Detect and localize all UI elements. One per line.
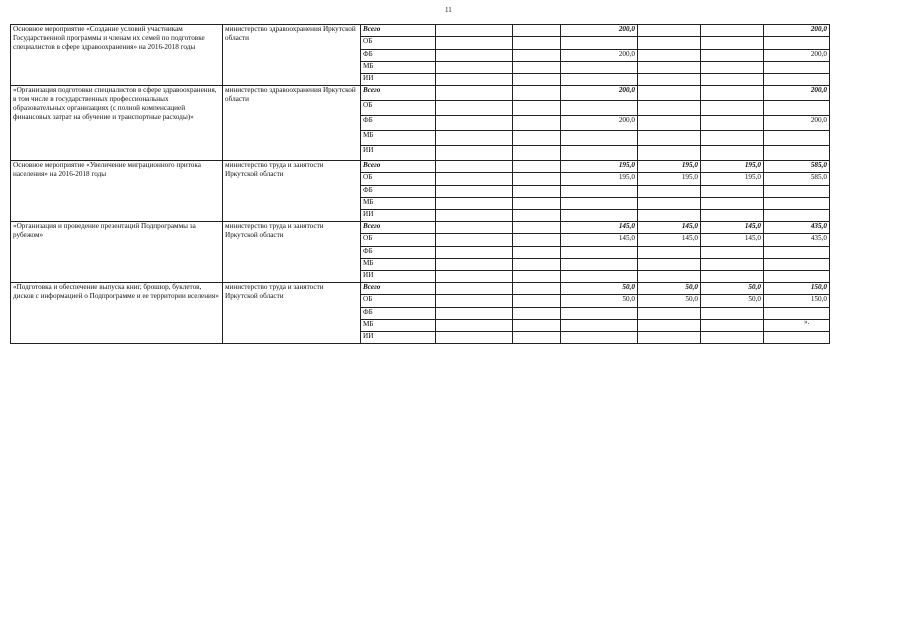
funding-source-cell: МБ (361, 320, 436, 332)
table-row (11, 25, 830, 37)
amount-cell (638, 186, 701, 198)
amount-cell (436, 198, 513, 210)
amount-cell (561, 271, 638, 283)
amount-cell (638, 308, 701, 320)
amount-cell (513, 283, 561, 295)
amount-cell: 195,0 (701, 161, 764, 173)
amount-cell (701, 259, 764, 271)
amount-cell (513, 210, 561, 222)
amount-cell (436, 25, 513, 37)
amount-cell (436, 50, 513, 62)
amount-cell (436, 146, 513, 161)
amount-cell (701, 37, 764, 50)
amount-cell (513, 247, 561, 259)
amount-cell (561, 101, 638, 116)
amount-cell (436, 222, 513, 234)
executor-cell: министерство труда и занятости Иркутской области (223, 222, 361, 283)
amount-cell (513, 25, 561, 37)
amount-cell: 145,0 (638, 234, 701, 247)
funding-source-cell: ФБ (361, 186, 436, 198)
funding-source-cell: ОБ (361, 173, 436, 186)
amount-cell (764, 259, 830, 271)
amount-cell (561, 37, 638, 50)
amount-cell: 145,0 (561, 234, 638, 247)
amount-cell (701, 198, 764, 210)
funding-source-cell: МБ (361, 198, 436, 210)
amount-cell (701, 116, 764, 131)
table-row (11, 86, 830, 101)
amount-cell (638, 101, 701, 116)
funding-source-cell: ФБ (361, 308, 436, 320)
amount-cell (436, 74, 513, 86)
funding-source-cell: ФБ (361, 247, 436, 259)
amount-cell (638, 247, 701, 259)
amount-cell (436, 247, 513, 259)
amount-cell: 435,0 (764, 234, 830, 247)
amount-cell: 145,0 (561, 222, 638, 234)
amount-cell (513, 234, 561, 247)
amount-cell: 150,0 (764, 295, 830, 308)
funding-source-cell: Всего (361, 25, 436, 37)
amount-cell (764, 247, 830, 259)
amount-cell (561, 131, 638, 146)
amount-cell (638, 198, 701, 210)
amount-cell (764, 74, 830, 86)
amount-cell: 150,0 (764, 283, 830, 295)
amount-cell (513, 259, 561, 271)
amount-cell (513, 146, 561, 161)
amount-cell (436, 295, 513, 308)
funding-source-cell: ИИ (361, 332, 436, 344)
amount-cell (513, 173, 561, 186)
amount-cell (701, 86, 764, 101)
amount-cell: 50,0 (701, 295, 764, 308)
amount-cell (764, 101, 830, 116)
amount-cell (436, 116, 513, 131)
amount-cell (764, 186, 830, 198)
amount-cell (764, 198, 830, 210)
amount-cell (638, 271, 701, 283)
amount-cell (513, 116, 561, 131)
amount-cell (513, 62, 561, 74)
funding-source-cell: ИИ (361, 74, 436, 86)
amount-cell (436, 283, 513, 295)
executor-cell: министерство труда и занятости Иркутской области (223, 283, 361, 344)
event-name-cell: «Подготовка и обеспечение выпуска книг, брошюр, буклетов, дисков с информацией о Подпрограмме и ее территории вселения» (11, 283, 223, 344)
amount-cell: 200,0 (561, 86, 638, 101)
funding-source-cell: ИИ (361, 210, 436, 222)
amount-cell (701, 186, 764, 198)
amount-cell (436, 259, 513, 271)
amount-cell (638, 146, 701, 161)
amount-cell (764, 62, 830, 74)
amount-cell: 195,0 (638, 161, 701, 173)
amount-cell (436, 210, 513, 222)
amount-cell (701, 210, 764, 222)
amount-cell (513, 308, 561, 320)
amount-cell (561, 210, 638, 222)
amount-cell (513, 222, 561, 234)
amount-cell (764, 210, 830, 222)
amount-cell (513, 131, 561, 146)
amount-cell (561, 146, 638, 161)
amount-cell (561, 186, 638, 198)
amount-cell: 200,0 (561, 25, 638, 37)
amount-cell (436, 86, 513, 101)
amount-cell (513, 37, 561, 50)
amount-cell (638, 86, 701, 101)
amount-cell (638, 320, 701, 332)
amount-cell: 200,0 (764, 25, 830, 37)
amount-cell (513, 332, 561, 344)
amount-cell: 200,0 (561, 116, 638, 131)
amount-cell (561, 198, 638, 210)
amount-cell (701, 25, 764, 37)
amount-cell (638, 259, 701, 271)
budget-table (10, 24, 830, 344)
amount-cell (701, 50, 764, 62)
amount-cell (436, 234, 513, 247)
amount-cell: 200,0 (764, 50, 830, 62)
amount-cell (638, 50, 701, 62)
amount-cell (513, 101, 561, 116)
amount-cell (513, 271, 561, 283)
table-row (11, 222, 830, 234)
amount-cell (513, 198, 561, 210)
funding-source-cell: ИИ (361, 146, 436, 161)
funding-source-cell: ОБ (361, 295, 436, 308)
executor-cell: министерство труда и занятости Иркутской области (223, 161, 361, 222)
amount-cell (638, 25, 701, 37)
amount-cell (513, 86, 561, 101)
amount-cell: 195,0 (561, 173, 638, 186)
amount-cell (436, 131, 513, 146)
funding-source-cell: ИИ (361, 271, 436, 283)
amount-cell (701, 320, 764, 332)
amount-cell: 195,0 (638, 173, 701, 186)
funding-source-cell: МБ (361, 62, 436, 74)
funding-source-cell: Всего (361, 283, 436, 295)
amount-cell (436, 308, 513, 320)
amount-cell: 200,0 (561, 50, 638, 62)
event-name-cell: «Организация и проведение презентаций Подпрограммы за рубежом» (11, 222, 223, 283)
table-row (11, 283, 830, 295)
amount-cell (701, 332, 764, 344)
funding-source-cell: ФБ (361, 116, 436, 131)
amount-cell (638, 332, 701, 344)
amount-cell (638, 37, 701, 50)
amount-cell (764, 320, 830, 332)
event-name-cell: Основное мероприятие «Создание условий участникам Государственной программы и членам их семей по подготовке специалистов в сфере здравоохранения» на 2016-2018 годы (11, 25, 223, 86)
amount-cell (561, 62, 638, 74)
amount-cell (436, 320, 513, 332)
amount-cell (436, 101, 513, 116)
amount-cell: 50,0 (638, 295, 701, 308)
amount-cell (436, 332, 513, 344)
amount-cell (638, 74, 701, 86)
funding-source-cell: МБ (361, 131, 436, 146)
amount-cell (436, 271, 513, 283)
funding-source-cell: Всего (361, 222, 436, 234)
funding-source-cell: ФБ (361, 50, 436, 62)
amount-cell: 50,0 (638, 283, 701, 295)
amount-cell (513, 50, 561, 62)
amount-cell (436, 161, 513, 173)
amount-cell (561, 308, 638, 320)
amount-cell (561, 74, 638, 86)
event-name-cell: Основное мероприятие «Увеличение миграционного притока населения» на 2016-2018 годы (11, 161, 223, 222)
amount-cell (638, 131, 701, 146)
amount-cell (513, 161, 561, 173)
amount-cell: 585,0 (764, 173, 830, 186)
table-row (11, 161, 830, 173)
amount-cell (436, 186, 513, 198)
funding-source-cell: ОБ (361, 234, 436, 247)
amount-cell (638, 210, 701, 222)
funding-source-cell: Всего (361, 86, 436, 101)
amount-cell (701, 271, 764, 283)
amount-cell (701, 131, 764, 146)
amount-cell (638, 116, 701, 131)
amount-cell (513, 320, 561, 332)
event-name-cell: «Организация подготовки специалистов в сфере здравоохранения, в том числе в государственных профессиональных образовательных организациях (с полной компенсацией финансовых затрат на обучение и транспортные расходы)» (11, 86, 223, 161)
amount-cell (764, 146, 830, 161)
amount-cell: 145,0 (701, 222, 764, 234)
funding-source-cell: ОБ (361, 101, 436, 116)
amount-cell: 145,0 (701, 234, 764, 247)
amount-cell (701, 101, 764, 116)
amount-cell (561, 320, 638, 332)
amount-cell (764, 271, 830, 283)
amount-cell: 50,0 (701, 283, 764, 295)
amount-cell (701, 308, 764, 320)
amount-cell (764, 37, 830, 50)
amount-cell (561, 332, 638, 344)
amount-cell: 50,0 (561, 283, 638, 295)
amount-cell (436, 173, 513, 186)
funding-source-cell: ОБ (361, 37, 436, 50)
closing-quote-mark: ». (804, 318, 810, 326)
amount-cell (638, 62, 701, 74)
amount-cell (764, 131, 830, 146)
amount-cell: 195,0 (561, 161, 638, 173)
executor-cell: министерство здравоохранения Иркутской области (223, 86, 361, 161)
amount-cell (561, 247, 638, 259)
amount-cell (561, 259, 638, 271)
amount-cell (701, 247, 764, 259)
amount-cell (701, 62, 764, 74)
amount-cell: 195,0 (701, 173, 764, 186)
funding-source-cell: Всего (361, 161, 436, 173)
amount-cell (436, 62, 513, 74)
amount-cell (513, 74, 561, 86)
amount-cell (513, 186, 561, 198)
amount-cell (764, 332, 830, 344)
amount-cell (436, 37, 513, 50)
executor-cell: министерство здравоохранения Иркутской области (223, 25, 361, 86)
amount-cell: 200,0 (764, 86, 830, 101)
amount-cell: 145,0 (638, 222, 701, 234)
amount-cell (701, 146, 764, 161)
amount-cell (764, 308, 830, 320)
amount-cell: 585,0 (764, 161, 830, 173)
amount-cell: 50,0 (561, 295, 638, 308)
amount-cell (701, 74, 764, 86)
page-number: 11 (445, 6, 452, 14)
amount-cell: 435,0 (764, 222, 830, 234)
amount-cell (513, 295, 561, 308)
amount-cell: 200,0 (764, 116, 830, 131)
funding-source-cell: МБ (361, 259, 436, 271)
